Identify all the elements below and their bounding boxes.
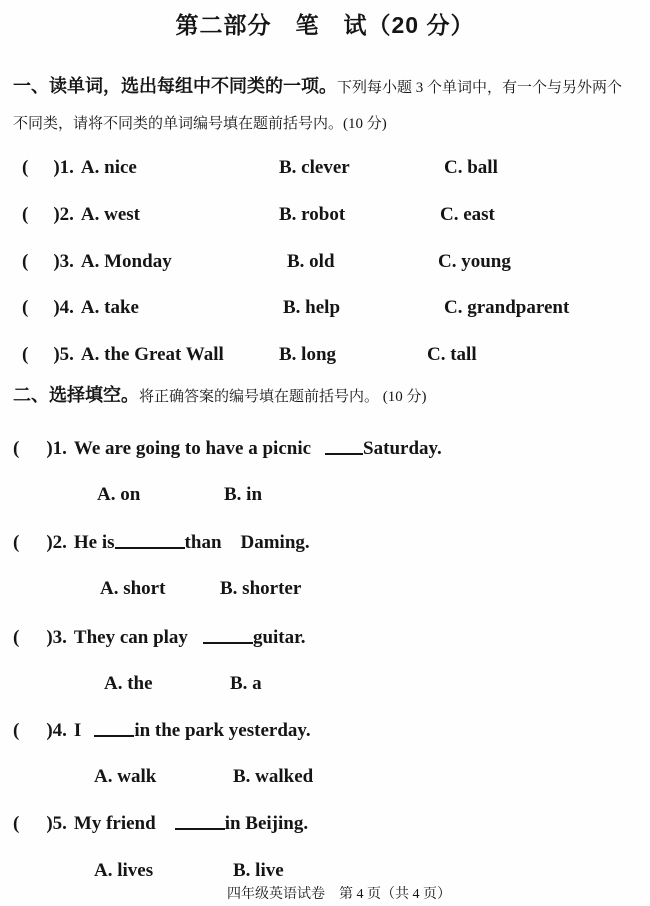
choice-b: B. walked [233,766,314,787]
choice-a: A. walk [94,766,157,787]
option-a: A. take [80,297,139,318]
choice-a: A. on [97,484,141,505]
answer-blank [325,449,363,455]
question-text-post: than Daming. [184,532,310,553]
section1-heading [13,74,650,98]
word-group-row-4 [0,296,650,320]
question-text-pre: They can play [73,627,188,648]
options-row-1 [0,483,650,507]
question-text-pre: He is [73,532,115,553]
answer-bracket: ( ) [22,297,60,318]
item-number: 4. [52,720,67,741]
question-text-post: in Beijing. [224,813,309,834]
item-number: 1. [52,438,67,459]
section1-title: 一、读单词，选出每组中不同类的一项。 [13,76,337,96]
answer-bracket: ( ) [13,438,53,459]
question-text-pre: We are going to have a picnic [73,438,312,459]
answer-bracket: ( ) [13,720,53,741]
question-text-post: guitar. [252,627,306,648]
answer-bracket: ( ) [13,627,53,648]
answer-blank [175,824,225,830]
item-number: 3. [59,251,74,272]
option-a: A. nice [80,157,137,178]
option-b: B. help [283,297,341,318]
answer-bracket: ( ) [13,532,53,553]
word-group-row-3 [0,250,650,274]
answer-bracket: ( ) [22,344,60,365]
question-text-pre: I [73,720,82,741]
option-b: B. old [287,251,335,272]
page-title: 第二部分 笔 试（20 分） [175,12,475,38]
question-row-1 [0,437,650,461]
options-row-5 [0,859,650,883]
answer-blank [94,731,134,737]
section1-note-line1: 下列每小题 3 个单词中，有一个与另外两个 [337,80,623,96]
option-c: C. young [438,251,511,272]
answer-bracket: ( ) [13,813,53,834]
item-number: 4. [59,297,74,318]
option-b: B. clever [279,157,350,178]
option-a: A. Monday [80,251,172,272]
choice-a: A. short [100,578,166,599]
option-c: C. ball [444,157,498,178]
question-row-5 [0,812,650,836]
choice-b: B. live [233,860,284,881]
section2-heading [13,383,650,407]
option-b: B. robot [279,204,346,225]
options-row-4 [0,765,650,789]
question-row-3 [0,626,650,650]
section1-note-line2: 不同类，请将不同类的单词编号填在题前括号内。(10 分) [13,116,387,132]
section2-title: 二、选择填空。 [13,385,139,405]
question-row-2 [0,531,650,555]
page-footer: 四年级英语试卷 第 4 页（共 4 页） [227,887,451,902]
word-group-row-5 [0,343,650,367]
answer-bracket: ( ) [22,204,60,225]
answer-blank [203,638,253,644]
item-number: 1. [59,157,74,178]
choice-b: B. in [224,484,263,505]
option-c: C. east [440,204,495,225]
item-number: 5. [52,813,67,834]
item-number: 5. [59,344,74,365]
choice-b: B. a [230,673,262,694]
choice-b: B. shorter [220,578,302,599]
option-c: C. grandparent [444,297,570,318]
question-row-4 [0,719,650,743]
item-number: 2. [59,204,74,225]
section2-note: 将正确答案的编号填在题前括号内。 (10 分) [139,389,427,405]
option-a: A. the Great Wall [80,344,224,365]
word-group-row-2 [0,203,650,227]
answer-bracket: ( ) [22,251,60,272]
choice-a: A. lives [94,860,154,881]
item-number: 2. [52,532,67,553]
question-text-post: Saturday. [363,438,442,459]
options-row-3 [0,672,650,696]
word-group-row-1 [0,156,650,180]
question-text-pre: My friend [73,813,156,834]
item-number: 3. [52,627,67,648]
option-a: A. west [80,204,141,225]
choice-a: A. the [104,673,153,694]
answer-blank [115,543,185,549]
option-c: C. tall [427,344,477,365]
answer-bracket: ( ) [22,157,60,178]
options-row-2 [0,577,650,601]
question-text-post: in the park yesterday. [134,720,311,741]
option-b: B. long [279,344,337,365]
